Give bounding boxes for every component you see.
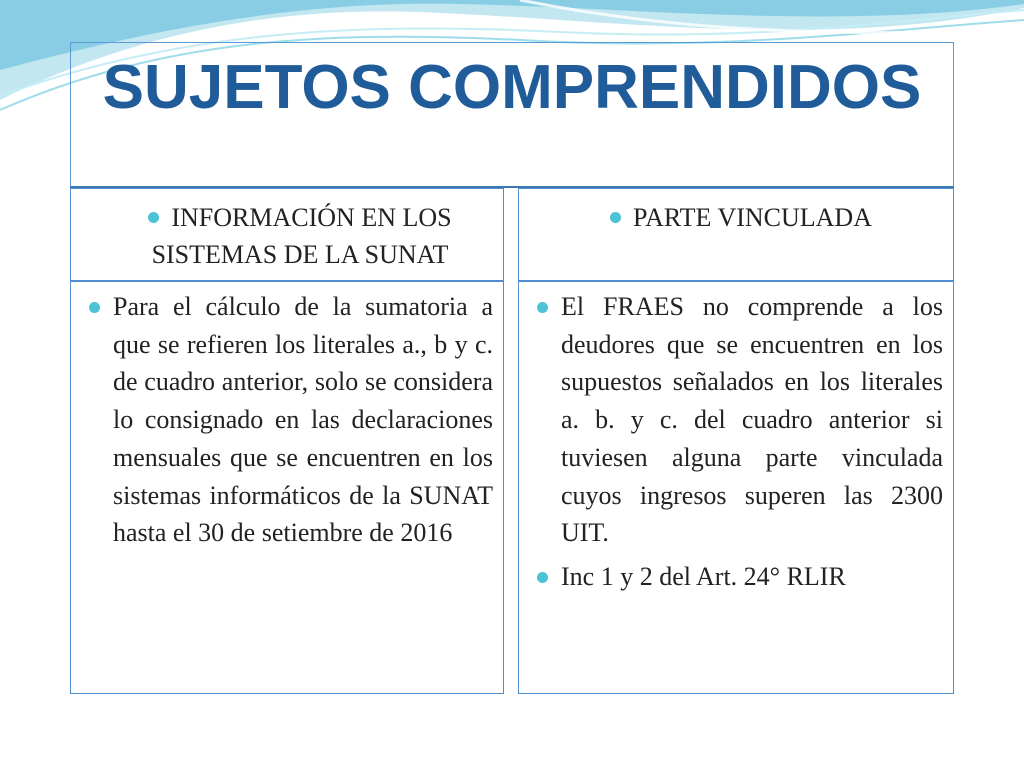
- list-item: Inc 1 y 2 del Art. 24° RLIR: [561, 558, 943, 596]
- column-body-left: [70, 281, 504, 694]
- list-item: El FRAES no comprende a los deudores que se encuentren en los supuestos señalados en los literales a. b. y c. del cuadro anterior si tuviesen alguna parte vinculada cuyos ingresos superen las 2300 UIT.: [561, 288, 943, 552]
- bullet-icon: [610, 212, 621, 223]
- column-header-left: [70, 188, 504, 281]
- bullet-icon: [89, 302, 100, 313]
- column-header-right: [518, 188, 954, 281]
- list-item: Para el cálculo de la sumatoria a que se refieren los literales a., b y c. de cuadro anterior, solo se considera lo consignado en las declaraciones mensuales que se encuentren en los sistemas informáticos de la SUNAT hasta el 30 de setiembre de 2016: [113, 288, 493, 552]
- column-header-label: INFORMACIÓN EN LOS SISTEMAS DE LA SUNAT: [151, 203, 452, 269]
- column-body-right: [518, 281, 954, 694]
- bullet-icon: [537, 302, 548, 313]
- bullet-icon: [148, 212, 159, 223]
- page-title: SUJETOS COMPRENDIDOS: [102, 53, 922, 122]
- bullet-icon: [537, 572, 548, 583]
- column-header-label: PARTE VINCULADA: [633, 203, 872, 232]
